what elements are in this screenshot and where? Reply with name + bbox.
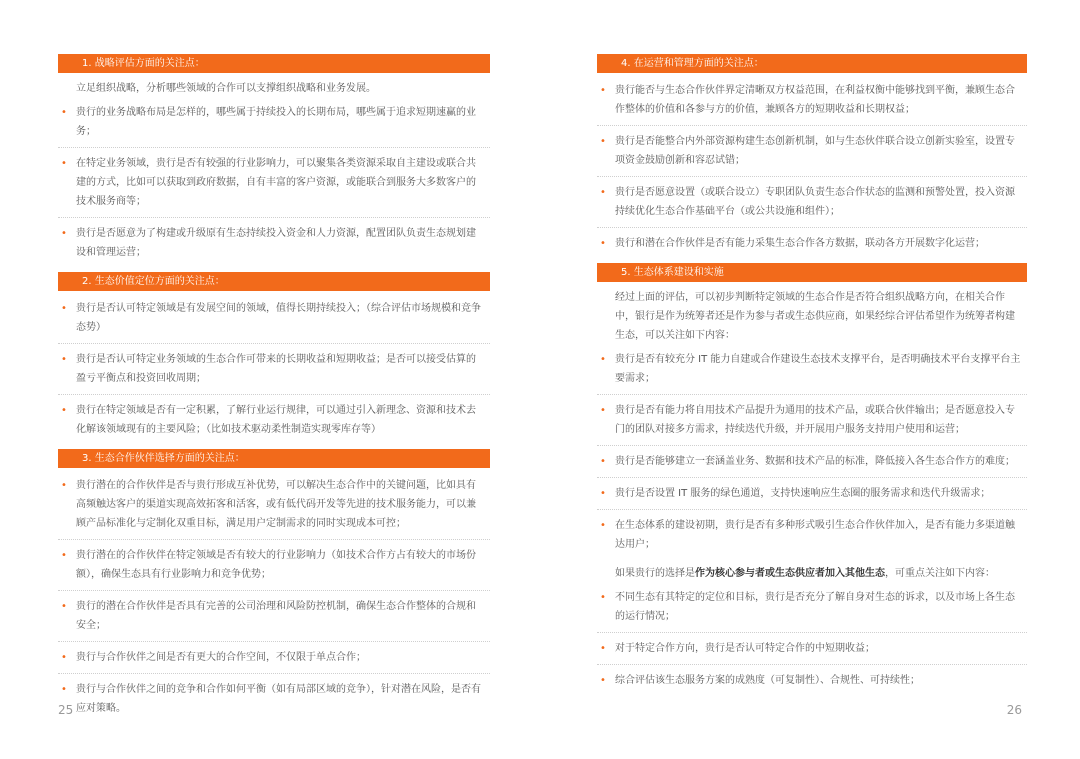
page-number-right: 26 [1006, 703, 1022, 717]
list-item: • 综合评估该生态服务方案的成熟度（可复制性）、合规性、可持续性； [597, 669, 1027, 696]
section-5-list-a [597, 348, 1027, 560]
section-4-header: 4. 在运营和管理方面的关注点： [597, 54, 1027, 73]
bullet-dot-icon: • [61, 601, 67, 612]
list-item: • 贵行是否愿意为了构建或升级原有生态持续投入资金和人力资源，配置团队负责生态规划建设和管理运营； [58, 222, 490, 268]
bullet-dot-icon: • [61, 228, 67, 239]
list-item: • 对于特定合作方向，贵行是否认可特定合作的中短期收益； [597, 637, 1027, 665]
list-item: • 贵行能否与生态合作伙伴界定清晰双方权益范围，在利益权衡中能够找到平衡，兼顾生态合作整体的价值和各参与方的价值，兼顾各方的短期收益和长期权益； [597, 79, 1027, 126]
section-4-list [597, 79, 1027, 259]
section-1-list [58, 101, 490, 268]
bullet-dot-icon: • [600, 675, 606, 686]
bullet-dot-icon: • [61, 684, 67, 695]
bullet-dot-icon: • [61, 158, 67, 169]
list-item: • 贵行是否认可特定业务领域的生态合作可带来的长期收益和短期收益；是否可以接受估算的盈亏平衡点和投资回收周期； [58, 348, 490, 395]
bullet-dot-icon: • [600, 136, 606, 147]
list-item: • 贵行潜在的合作伙伴是否与贵行形成互补优势，可以解决生态合作中的关键问题，比如具有高频触达客户的渠道实现高效拓客和活客，或有低代码开发等先进的技术服务能力，可以兼顾产品标准化与定制化双重目标，满足用户定制需求的同时实现成本可控； [58, 474, 490, 540]
bullet-dot-icon: • [600, 456, 606, 467]
list-item: • 贵行是否设置 IT 服务的绿色通道，支持快速响应生态圈的服务需求和迭代升级需求； [597, 482, 1027, 510]
list-item: • 贵行是否认可特定领域是有发展空间的领域，值得长期持续投入；（综合评估市场规模和竞争态势） [58, 297, 490, 344]
page-number-left: 25 [58, 703, 74, 717]
bullet-dot-icon: • [600, 187, 606, 198]
left-page-content [58, 54, 490, 728]
bullet-dot-icon: • [600, 405, 606, 416]
section-5-intro: 经过上面的评估，可以初步判断特定领域的生态合作是否符合组织战略方向，在相关合作中，银行是作为统筹者还是作为参与者或生态供应商，如果经综合评估希望作为统筹者构建生态，可以关注如下内容： [615, 292, 1015, 341]
bullet-dot-icon: • [600, 488, 606, 499]
section-2-list [58, 297, 490, 445]
list-item: • 贵行是否有能力将自用技术产品提升为通用的技术产品，或联合伙伴输出；是否愿意投入专门的团队对接多方需求，持续迭代升级，并开展用户服务支持用户使用和运营； [597, 399, 1027, 446]
bullet-dot-icon: • [61, 550, 67, 561]
list-item: • 贵行是否愿意设置（或联合设立）专职团队负责生态合作状态的监测和预警处置，投入资源持续优化生态合作基础平台（或公共设施和组件）； [597, 181, 1027, 228]
bullet-dot-icon: • [600, 85, 606, 96]
list-item: • 贵行和潜在合作伙伴是否有能力采集生态合作各方数据，联动各方开展数字化运营； [597, 232, 1027, 259]
bullet-dot-icon: • [61, 480, 67, 491]
section-1-intro: 立足组织战略，分析哪些领域的合作可以支撑组织战略和业务发展。 [76, 83, 376, 94]
section-2-header: 2. 生态价值定位方面的关注点： [58, 272, 490, 291]
section-1-header: 1. 战略评估方面的关注点： [58, 54, 490, 73]
list-item: • 贵行的业务战略布局是怎样的，哪些属于持续投入的长期布局，哪些属于追求短期速赢的业务； [58, 101, 490, 148]
list-item: • 贵行在特定领域是否有一定积累，了解行业运行规律，可以通过引入新理念、资源和技术去化解该领域现有的主要风险；（比如技术驱动柔性制造实现零库存等） [58, 399, 490, 445]
list-item: • 在特定业务领域，贵行是否有较强的行业影响力，可以聚集各类资源采取自主建设或联合共建的方式，比如可以获取到政府数据，自有丰富的客户资源，或能联合到服务大多数客户的技术服务商等； [58, 152, 490, 218]
bullet-dot-icon: • [61, 405, 67, 416]
section-3-header: 3. 生态合作伙伴选择方面的关注点： [58, 449, 490, 468]
list-item: • 不同生态有其特定的定位和目标，贵行是否充分了解自身对生态的诉求，以及市场上各生态的运行情况； [597, 586, 1027, 633]
list-item: • 贵行与合作伙伴之间的竞争和合作如何平衡（如有局部区域的竞争），针对潜在风险，是否有应对策略。 [58, 678, 490, 724]
section-5-list-b [597, 586, 1027, 696]
list-item: • 贵行潜在的合作伙伴在特定领域是否有较大的行业影响力（如技术合作方占有较大的市场份额），确保生态具有行业影响力和竞争优势； [58, 544, 490, 591]
right-page-content [597, 54, 1027, 700]
list-item: • 贵行的潜在合作伙伴是否具有完善的公司治理和风险防控机制，确保生态合作整体的合规和安全； [58, 595, 490, 642]
bullet-dot-icon: • [61, 303, 67, 314]
list-item: • 在生态体系的建设初期，贵行是否有多种形式吸引生态合作伙伴加入，是否有能力多渠道触达用户； [597, 514, 1027, 560]
bullet-dot-icon: • [61, 354, 67, 365]
section-5-header: 5. 生态体系建设和实施 [597, 263, 1027, 282]
list-item: • 贵行是否能整合内外部资源构建生态创新机制，如与生态伙伴联合设立创新实验室，设置专项资金鼓励创新和容忍试错； [597, 130, 1027, 177]
list-item: • 贵行是否有较充分 IT 能力自建或合作建设生态技术支撑平台，是否明确技术平台支撑平台主要需求； [597, 348, 1027, 395]
bullet-dot-icon: • [600, 592, 606, 603]
bullet-dot-icon: • [600, 643, 606, 654]
bullet-dot-icon: • [61, 107, 67, 118]
section-3-list [58, 474, 490, 724]
bullet-dot-icon: • [61, 652, 67, 663]
list-item: • 贵行是否能够建立一套涵盖业务、数据和技术产品的标准，降低接入各生态合作方的难度； [597, 450, 1027, 478]
emphasis-text: 作为核心参与者或生态供应者加入其他生态 [695, 568, 885, 579]
bullet-dot-icon: • [600, 238, 606, 249]
section-5-choice-paragraph: 如果贵行的选择是作为核心参与者或生态供应者加入其他生态，可重点关注如下内容： [615, 568, 995, 579]
list-item: • 贵行与合作伙伴之间是否有更大的合作空间，不仅限于单点合作； [58, 646, 490, 674]
bullet-dot-icon: • [600, 520, 606, 531]
bullet-dot-icon: • [600, 354, 606, 365]
